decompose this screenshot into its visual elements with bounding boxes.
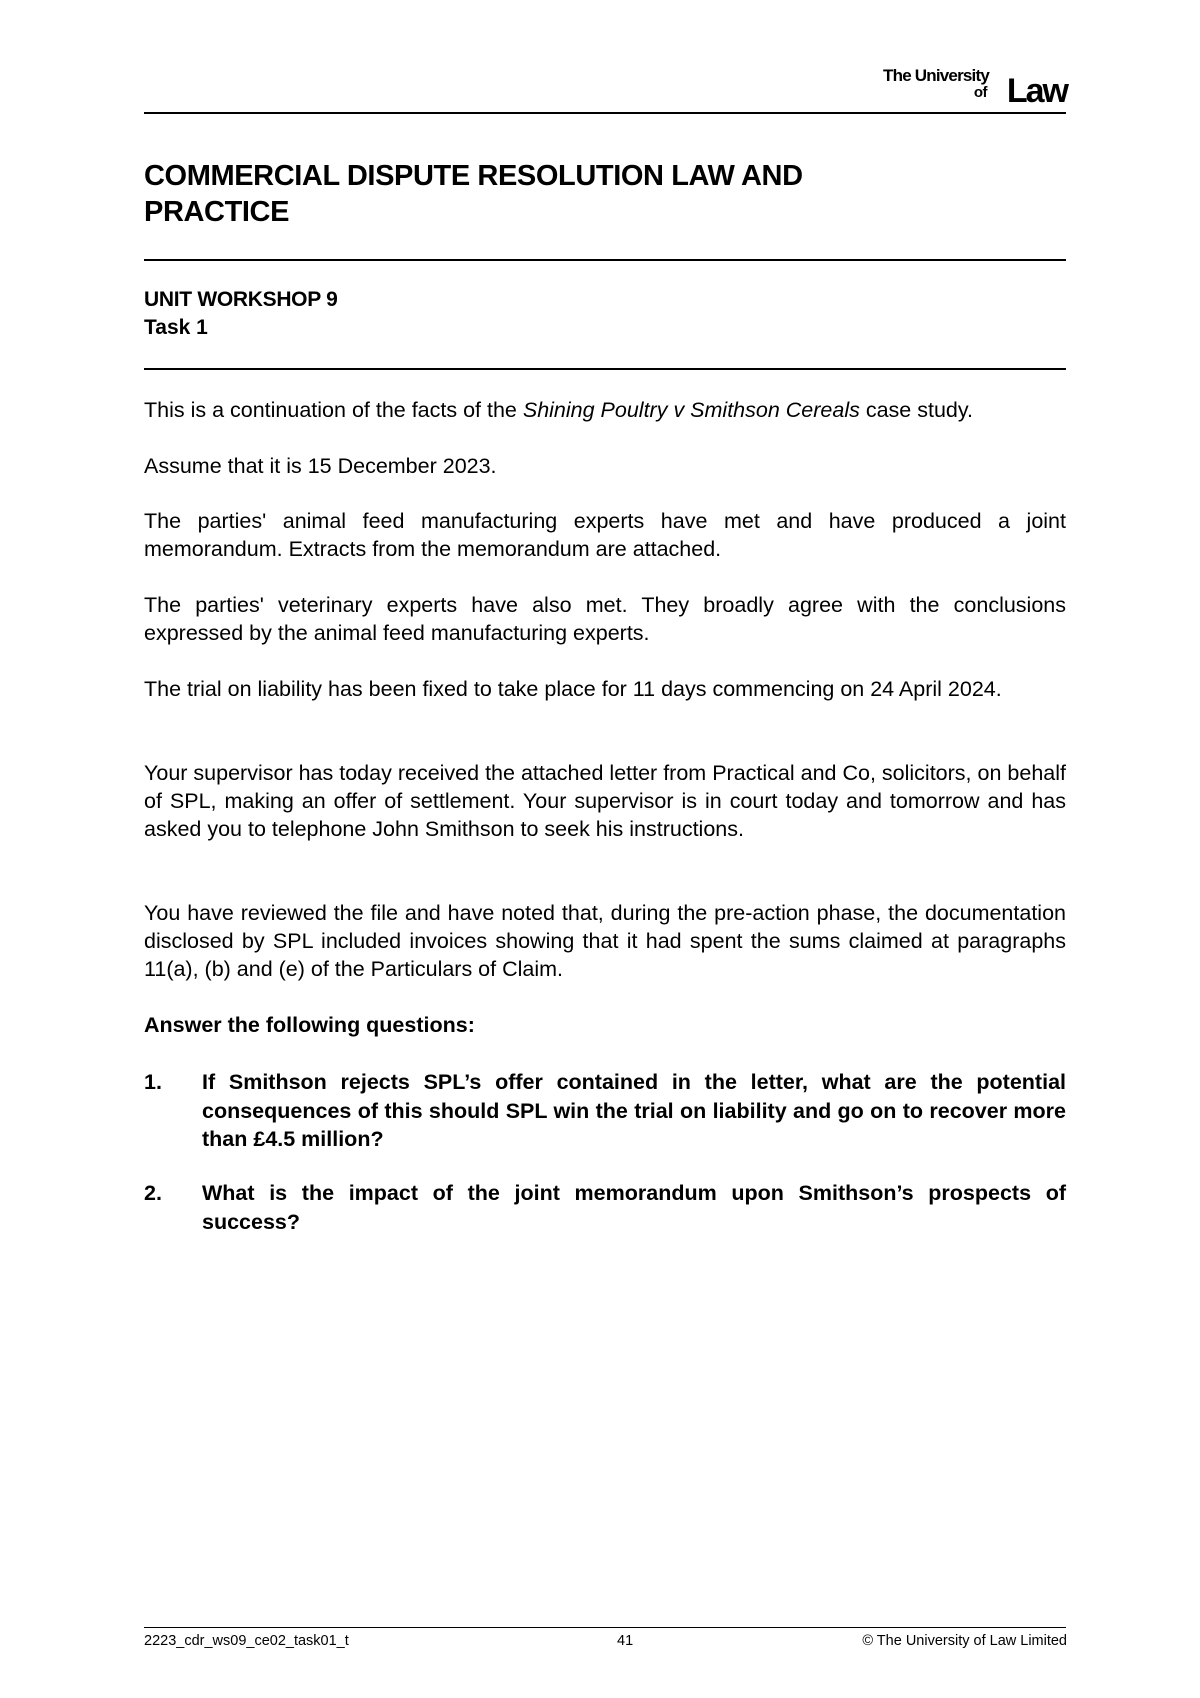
question-text: If Smithson rejects SPL’s offer contained in the letter, what are the potential consequences of this should SPL win the trial on liability and go on to recover more than £4.5 million? (202, 1070, 1066, 1151)
intro-text-before: This is a continuation of the facts of the (144, 398, 523, 422)
task-heading: Task 1 (144, 316, 208, 339)
assume-date-paragraph: Assume that it is 15 December 2023. (144, 454, 497, 478)
question-number: 2. (144, 1181, 162, 1205)
logo-line-of: of (973, 84, 987, 101)
title-divider (144, 259, 1066, 261)
case-name: Shining Poultry v Smithson Cereals (522, 398, 860, 422)
footer-reference: 2223_cdr_ws09_ce02_task01_t (144, 1633, 349, 1649)
unit-workshop-heading: UNIT WORKSHOP 9 (144, 288, 338, 311)
questions-heading: Answer the following questions: (144, 1013, 475, 1037)
paragraph-settlement-offer: Your supervisor has today received the attached letter from Practical and Co, solicitors, on behalf of SPL, making an offer of settlement. Your supervisor is in court today and tomorrow and has asked you to telephone John Smithson to seek his instructions. (144, 761, 1066, 841)
question-item (144, 1179, 1066, 1236)
footer-page-number: 41 (617, 1633, 634, 1649)
university-logo (857, 66, 1067, 110)
question-number: 1. (144, 1070, 162, 1094)
paragraph-file-review: You have reviewed the file and have noted that, during the pre-action phase, the documentation disclosed by SPL included invoices showing that it had spent the sums claimed at paragraphs 11(a), (b) and (e) of the Particulars of Claim. (144, 901, 1066, 981)
intro-text-after: case study. (859, 398, 973, 422)
logo-line-university: The University (883, 66, 989, 85)
paragraph-experts-memorandum: The parties' animal feed manufacturing experts have met and have produced a joint memorandum. Extracts from the memorandum are attached. (144, 509, 1066, 561)
task-divider (144, 368, 1066, 370)
paragraph-trial-date: The trial on liability has been fixed to take place for 11 days commencing on 24 April 2024. (144, 677, 1002, 701)
logo-line-law: Law (1006, 72, 1067, 110)
question-item (144, 1068, 1066, 1154)
question-text: What is the impact of the joint memorandum upon Smithson’s prospects of success? (202, 1181, 1066, 1234)
footer-divider (144, 1627, 1066, 1628)
document-title: COMMERCIAL DISPUTE RESOLUTION LAW AND PRACTICE (144, 160, 803, 228)
header-divider (144, 112, 1066, 114)
intro-paragraph (144, 396, 1066, 424)
paragraph-veterinary-experts: The parties' veterinary experts have also met. They broadly agree with the conclusions expressed by the animal feed manufacturing experts. (144, 593, 1066, 645)
footer-copyright: © The University of Law Limited (862, 1633, 1067, 1649)
